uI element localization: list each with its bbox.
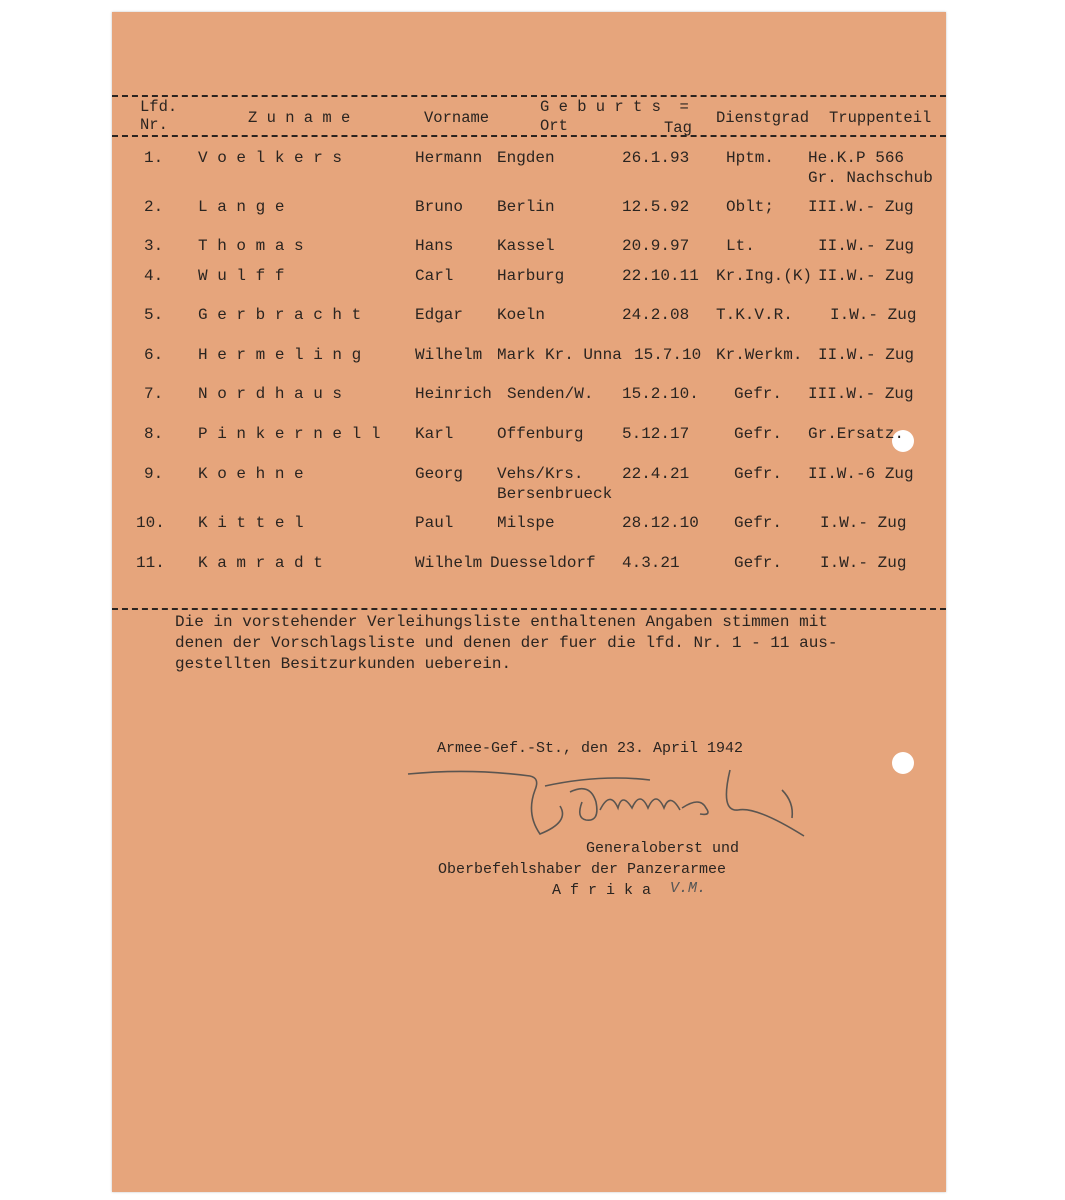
row-nr: 7. <box>144 385 164 403</box>
row-ort: Kassel <box>497 237 555 255</box>
row-nr: 8. <box>144 425 164 443</box>
row-zuname: L a n g e <box>198 198 285 216</box>
header-top-rule <box>112 95 946 97</box>
row-vorname: Hermann <box>415 149 483 167</box>
header-zuname: Z u n a m e <box>248 109 351 127</box>
row-vorname: Georg <box>415 465 464 483</box>
row-ort: Engden <box>497 149 555 167</box>
row-dienstgrad: Lt. <box>726 237 755 255</box>
row-truppenteil: I.W.- Zug <box>820 514 907 532</box>
signature <box>400 762 820 852</box>
row-tag: 28.12.10 <box>622 514 699 532</box>
row-nr: 10. <box>136 514 165 532</box>
row-ort: Duesseldorf <box>490 554 596 572</box>
row-vorname: Hans <box>415 237 454 255</box>
row-vorname: Paul <box>415 514 454 532</box>
row-tag: 5.12.17 <box>622 425 690 443</box>
row-zuname: K a m r a d t <box>198 554 323 572</box>
row-tag: 4.3.21 <box>622 554 680 572</box>
row-truppenteil: I.W.- Zug <box>820 554 907 572</box>
row-tag: 22.4.21 <box>622 465 690 483</box>
header-bottom-rule <box>112 135 946 137</box>
punch-hole <box>892 752 914 774</box>
row-dienstgrad: Hptm. <box>726 149 775 167</box>
row-nr: 1. <box>144 149 164 167</box>
row-zuname: W u l f f <box>198 267 285 285</box>
row-nr: 9. <box>144 465 164 483</box>
statement-line-3: gestellten Besitzurkunden ueberein. <box>175 655 512 673</box>
header-truppenteil: Truppenteil <box>829 109 932 127</box>
header-tag: Tag <box>664 119 692 137</box>
row-truppenteil: II.W.-6 Zug <box>808 465 914 483</box>
table-bottom-rule <box>112 608 946 610</box>
statement-line-1: Die in vorstehender Verleihungsliste enthaltenen Angaben stimmen mit <box>175 613 828 631</box>
row-ort: Senden/W. <box>507 385 594 403</box>
row-nr: 2. <box>144 198 164 216</box>
header-ort: Ort <box>540 117 568 135</box>
row-ort: Koeln <box>497 306 546 324</box>
header-geburts: G e b u r t s = <box>540 98 689 116</box>
header-nr: Lfd. Nr. <box>140 98 178 134</box>
row-vorname: Heinrich <box>415 385 492 403</box>
header-vorname: Vorname <box>424 109 490 127</box>
row-vorname: Wilhelm <box>415 554 483 572</box>
row-truppenteil: III.W.- Zug <box>808 198 914 216</box>
row-dienstgrad: Gefr. <box>734 465 783 483</box>
row-zuname: G e r b r a c h t <box>198 306 362 324</box>
row-ort: Vehs/Krs. Bersenbrueck <box>497 465 613 503</box>
row-nr: 3. <box>144 237 164 255</box>
row-vorname: Karl <box>415 425 454 443</box>
row-truppenteil: II.W.- Zug <box>818 346 915 364</box>
row-truppenteil: Gr.Ersatz. <box>808 425 905 443</box>
header-dienstgrad: Dienstgrad <box>716 109 810 127</box>
row-nr: 5. <box>144 306 164 324</box>
row-ort: Harburg <box>497 267 565 285</box>
row-nr: 6. <box>144 346 164 364</box>
row-dienstgrad: Gefr. <box>734 385 783 403</box>
row-ort: Milspe <box>497 514 555 532</box>
row-vorname: Wilhelm <box>415 346 483 364</box>
row-truppenteil: He.K.P 566 Gr. Nachschub <box>808 149 933 187</box>
row-dienstgrad: Gefr. <box>734 425 783 443</box>
rank-line-2: Oberbefehlshaber der Panzerarmee <box>438 861 727 878</box>
row-ort: Offenburg <box>497 425 584 443</box>
row-dienstgrad: Oblt; <box>726 198 775 216</box>
statement-line-2: denen der Vorschlagsliste und denen der fuer die lfd. Nr. 1 - 11 aus- <box>175 634 838 652</box>
place-date: Armee-Gef.-St., den 23. April 1942 <box>437 740 744 757</box>
row-vorname: Bruno <box>415 198 464 216</box>
row-tag: 24.2.08 <box>622 306 690 324</box>
row-tag: 26.1.93 <box>622 149 690 167</box>
rank-line-3: A f r i k a <box>552 882 652 899</box>
row-ort: Berlin <box>497 198 555 216</box>
row-dienstgrad: Kr.Ing.(K) <box>716 267 813 285</box>
row-tag: 15.7.10 <box>634 346 702 364</box>
row-zuname: N o r d h a u s <box>198 385 343 403</box>
row-dienstgrad: T.K.V.R. <box>716 306 793 324</box>
row-zuname: H e r m e l i n g <box>198 346 362 364</box>
rank-line-1: Generaloberst und <box>586 840 740 857</box>
row-zuname: V o e l k e r s <box>198 149 343 167</box>
row-zuname: P i n k e r n e l l <box>198 425 381 443</box>
row-truppenteil: II.W.- Zug <box>818 267 915 285</box>
row-tag: 12.5.92 <box>622 198 690 216</box>
row-truppenteil: I.W.- Zug <box>830 306 917 324</box>
row-zuname: T h o m a s <box>198 237 304 255</box>
row-truppenteil: II.W.- Zug <box>818 237 915 255</box>
row-dienstgrad: Gefr. <box>734 554 783 572</box>
row-tag: 20.9.97 <box>622 237 690 255</box>
row-nr: 11. <box>136 554 165 572</box>
row-dienstgrad: Gefr. <box>734 514 783 532</box>
handwritten-initials: V.M. <box>670 880 707 897</box>
row-nr: 4. <box>144 267 164 285</box>
row-tag: 15.2.10. <box>622 385 699 403</box>
row-dienstgrad: Kr.Werkm. <box>716 346 803 364</box>
row-vorname: Carl <box>415 267 454 285</box>
row-tag: 22.10.11 <box>622 267 699 285</box>
row-truppenteil: III.W.- Zug <box>808 385 914 403</box>
row-zuname: K i t t e l <box>198 514 304 532</box>
row-zuname: K o e h n e <box>198 465 304 483</box>
row-ort: Mark Kr. Unna <box>497 346 622 364</box>
row-vorname: Edgar <box>415 306 464 324</box>
document-sheet <box>112 12 946 1192</box>
